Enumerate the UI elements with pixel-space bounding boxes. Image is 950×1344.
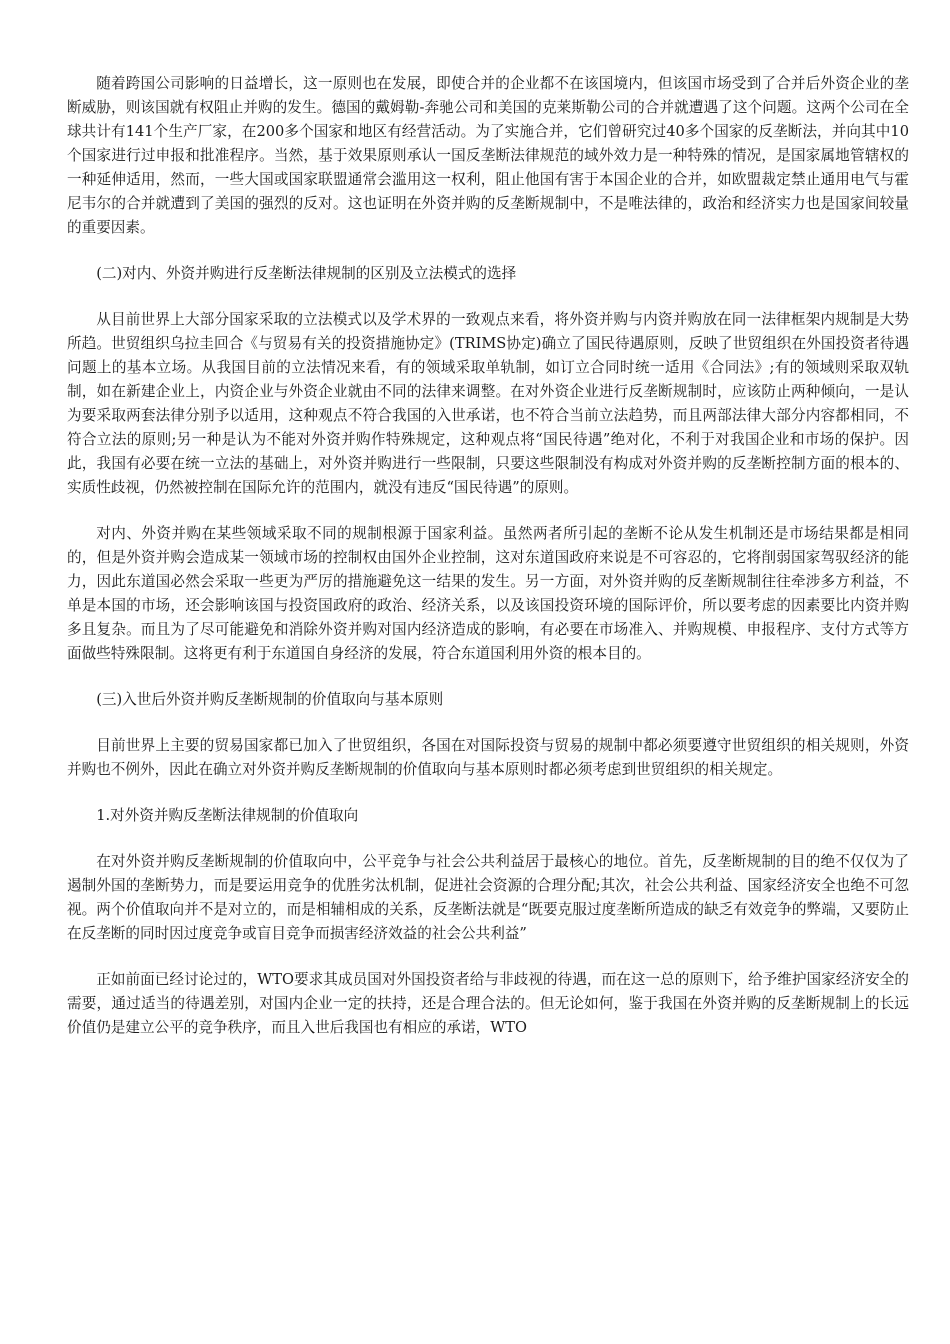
paragraph-body: 从目前世界上大部分国家采取的立法模式以及学术界的一致观点来看，将外资并购与内资并购放在同一法律框架内规制是大势所趋。世贸组织乌拉圭回合《与贸易有关的投资措施协定》(TRIMS协定)确立了国民待遇原则，反映了世贸组织在外国投资者待遇问题上的基本立场。从我国目前的立法情况来看，有的领域采取单轨制，如订立合同时统一适用《合同法》;有的领域则采取双轨制，如在新建企业上，内资企业与外资企业就由不同的法律来调整。在对外资企业进行反垄断规制时，应该防止两种倾向，一是认为要采取两套法律分别予以适用，这种观点不符合我国的入世承诺，也不符合当前立法趋势，而且两部法律大部分内容都相同，不符合立法的原则;另一种是认为不能对外资并购作特殊规定，这种观点将“国民待遇”绝对化，不利于对我国企业和市场的保护。因此，我国有必要在统一立法的基础上，对外资并购进行一些限制，只要这些限制没有构成对外资并购的反垄断控制方面的根本的、实质性歧视，仍然被控制在国际允许的范围内，就没有违反“国民待遇”的原则。 (67, 311, 909, 496)
paragraph-body: 在对外资并购反垄断规制的价值取向中，公平竞争与社会公共利益居于最核心的地位。首先，反垄断规制的目的绝不仅仅为了遏制外国的垄断势力，而是要运用竞争的优胜劣汰机制，促进社会资源的合理分配;其次，社会公共利益、国家经济安全也绝不可忽视。两个价值取向并不是对立的，而是相辅相成的关系，反垄断法就是“既要克服过度垄断所造成的缺乏有效竞争的弊端，又要防止在反垄断的同时因过度竞争或盲目竞争而损害经济效益的社会公共利益” (67, 853, 909, 942)
paragraph-body: 正如前面已经讨论过的，WTO要求其成员国对外国投资者给与非歧视的待遇，而在这一总的原则下，给予维护国家经济安全的需要，通过适当的待遇差别，对国内企业一定的扶持，还是合理合法的。但无论如何，鉴于我国在外资并购的反垄断规制上的长远价值仍是建立公平的竞争秩序，而且入世后我国也有相应的承诺，WTO (67, 971, 909, 1036)
paragraph-gap (67, 712, 909, 734)
subsection-heading: 1.对外资并购反垄断法律规制的价值取向 (96, 807, 359, 824)
section-heading: (三)入世后外资并购反垄断规制的价值取向与基本原则 (96, 691, 444, 708)
paragraph-body: 目前世界上主要的贸易国家都已加入了世贸组织，各国在对国际投资与贸易的规制中都必须要遵守世贸组织的相关规则，外资并购也不例外，因此在确立对外资并购反垄断规制的价值取向与基本原则时都必须考虑到世贸组织的相关规定。 (67, 737, 909, 778)
section-heading: (二)对内、外资并购进行反垄断法律规制的区别及立法模式的选择 (96, 265, 517, 282)
paragraph-gap (67, 500, 909, 522)
paragraph-gap (67, 240, 909, 262)
paragraph-gap (67, 666, 909, 688)
paragraph-body: 随着跨国公司影响的日益增长，这一原则也在发展，即使合并的企业都不在该国境内，但该国市场受到了合并后外资企业的垄断威胁，则该国就有权阻止并购的发生。德国的戴姆勒-奔驰公司和美国的克莱斯勒公司的合并就遭遇了这个问题。这两个公司在全球共计有141个生产厂家，在200多个国家和地区有经营活动。为了实施合并，它们曾研究过40多个国家的反垄断法，并向其中10个国家进行过申报和批准程序。当然，基于效果原则承认一国反垄断法律规范的域外效力是一种特殊的情况，是国家属地管辖权的一种延伸适用，然而，一些大国或国家联盟通常会滥用这一权利，阻止他国有害于本国企业的合并，如欧盟裁定禁止通用电气与霍尼韦尔的合并就遭到了美国的强烈的反对。这也证明在外资并购的反垄断规制中，不是唯法律的，政治和经济实力也是国家间较量的重要因素。 (67, 75, 909, 236)
paragraph-body: 对内、外资并购在某些领域采取不同的规制根源于国家利益。虽然两者所引起的垄断不论从发生机制还是市场结果都是相同的，但是外资并购会造成某一领域市场的控制权由国外企业控制，这对东道国政府来说是不可容忍的，它将削弱国家驾驭经济的能力，因此东道国必然会采取一些更为严厉的措施避免这一结果的发生。另一方面，对外资并购的反垄断规制往往牵涉多方利益，不单是本国的市场，还会影响该国与投资国政府的政治、经济关系，以及该国投资环境的国际评价，所以要考虑的因素要比内资并购多且复杂。而且为了尽可能避免和消除外资并购对国内经济造成的影响，有必要在市场准入、并购规模、申报程序、支付方式等方面做些特殊限制。这将更有利于东道国自身经济的发展，符合东道国利用外资的根本目的。 (67, 525, 909, 662)
paragraph-gap (67, 286, 909, 308)
paragraph-gap (67, 828, 909, 850)
paragraph-gap (67, 946, 909, 968)
paragraph-gap (67, 782, 909, 804)
